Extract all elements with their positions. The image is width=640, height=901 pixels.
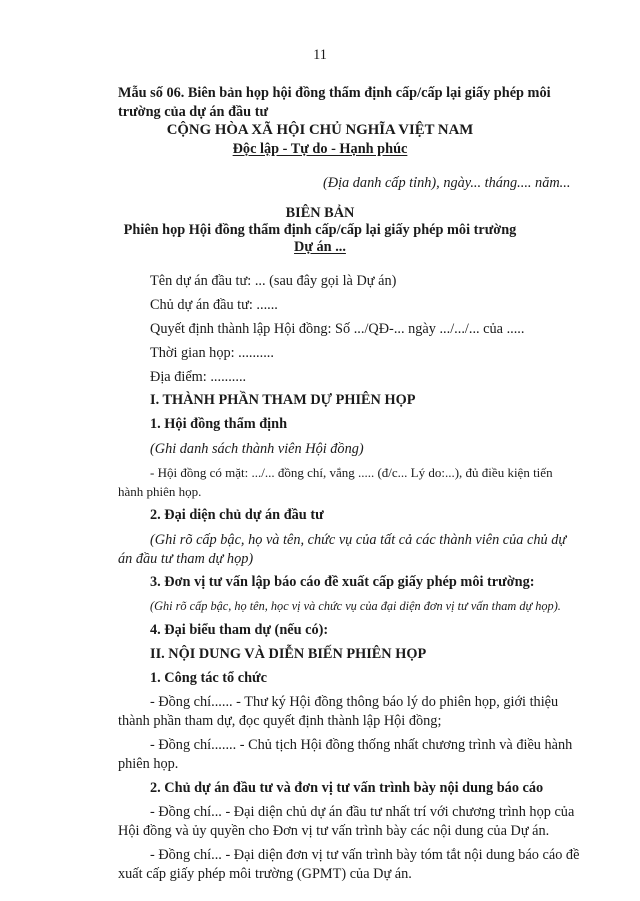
sec2-s2-title: 2. Chủ dự án đầu tư và đơn vị tư vấn trình bày nội dung báo cáo bbox=[150, 780, 544, 796]
sec2-s2-p2-l1: - Đồng chí... - Đại diện đơn vị tư vấn trình bày tóm tắt nội dung báo cáo đề bbox=[150, 847, 580, 863]
sec2-s1-p1-l1: - Đồng chí...... - Thư ký Hội đồng thông báo lý do phiên họp, giới thiệu bbox=[150, 694, 559, 710]
doc-subtitle: Phiên họp Hội đồng thẩm định cấp/cấp lại giấy phép môi trường bbox=[123, 222, 517, 238]
sec1-s1-note: (Ghi danh sách thành viên Hội đồng) bbox=[150, 441, 364, 457]
motto: Độc lập - Tự do - Hạnh phúc bbox=[232, 141, 408, 157]
place-date: (Địa danh cấp tỉnh), ngày... tháng.... năm... bbox=[323, 175, 571, 191]
info-location: Địa điểm: .......... bbox=[150, 369, 247, 385]
info-decision: Quyết định thành lập Hội đồng: Số .../QĐ-... ngày .../.../... của ..... bbox=[150, 321, 525, 337]
sec1-s2-note-l2: án đầu tư tham dự họp) bbox=[118, 551, 254, 567]
info-time: Thời gian họp: .......... bbox=[150, 345, 274, 361]
sec2-s1-title: 1. Công tác tổ chức bbox=[150, 670, 267, 686]
sec2-heading: II. NỘI DUNG VÀ DIỄN BIẾN PHIÊN HỌP bbox=[150, 646, 427, 662]
sec2-s2-p1-l2: Hội đồng và ủy quyền cho Đơn vị tư vấn trình bày các nội dung của Dự án. bbox=[118, 823, 550, 839]
sec1-s1-text-l1: - Hội đồng có mặt: .../... đồng chí, vắng ..... (đ/c... Lý do:...), đủ điều kiện tiến bbox=[150, 465, 553, 480]
form-title-line2: trường của dự án đầu tư bbox=[118, 104, 269, 120]
national-name: CỘNG HÒA XÃ HỘI CHỦ NGHĨA VIỆT NAM bbox=[166, 122, 474, 138]
form-title-line1: Mẫu số 06. Biên bản họp hội đồng thẩm định cấp/cấp lại giấy phép môi bbox=[118, 85, 551, 101]
sec1-s3-title: 3. Đơn vị tư vấn lập báo cáo đề xuất cấp giấy phép môi trường: bbox=[150, 574, 535, 590]
sec2-s1-p2-l1: - Đồng chí....... - Chủ tịch Hội đồng thống nhất chương trình và điều hành bbox=[150, 737, 573, 753]
sec2-s1-p2-l2: phiên họp. bbox=[118, 756, 179, 772]
doc-type: BIÊN BẢN bbox=[285, 205, 355, 221]
sec1-s1-text-l2: hành phiên họp. bbox=[118, 484, 202, 499]
sec2-s2-p2-l2: xuất cấp giấy phép môi trường (GPMT) của Dự án. bbox=[118, 866, 412, 882]
sec1-s2-note-l1: (Ghi rõ cấp bậc, họ và tên, chức vụ của tất cả các thành viên của chủ dự bbox=[150, 532, 567, 548]
sec2-s1-p1-l2: thành phần tham dự, đọc quyết định thành lập Hội đồng; bbox=[118, 713, 442, 729]
sec1-s4-title: 4. Đại biểu tham dự (nếu có): bbox=[150, 622, 329, 638]
sec1-s2-title: 2. Đại diện chủ dự án đầu tư bbox=[150, 507, 324, 523]
sec1-s3-note: (Ghi rõ cấp bậc, họ tên, học vị và chức vụ của đại diện đơn vị tư vấn tham dự họp). bbox=[150, 599, 561, 613]
sec2-s2-p1-l1: - Đồng chí... - Đại diện chủ dự án đầu tư nhất trí với chương trình họp của bbox=[150, 804, 575, 820]
info-project-name: Tên dự án đầu tư: ... (sau đây gọi là Dự án) bbox=[150, 273, 397, 289]
sec1-heading: I. THÀNH PHẦN THAM DỰ PHIÊN HỌP bbox=[150, 392, 416, 408]
page-number: 11 bbox=[313, 47, 327, 63]
doc-project: Dự án ... bbox=[294, 239, 346, 255]
info-owner: Chủ dự án đầu tư: ...... bbox=[150, 297, 278, 313]
sec1-s1-title: 1. Hội đồng thẩm định bbox=[150, 416, 288, 432]
